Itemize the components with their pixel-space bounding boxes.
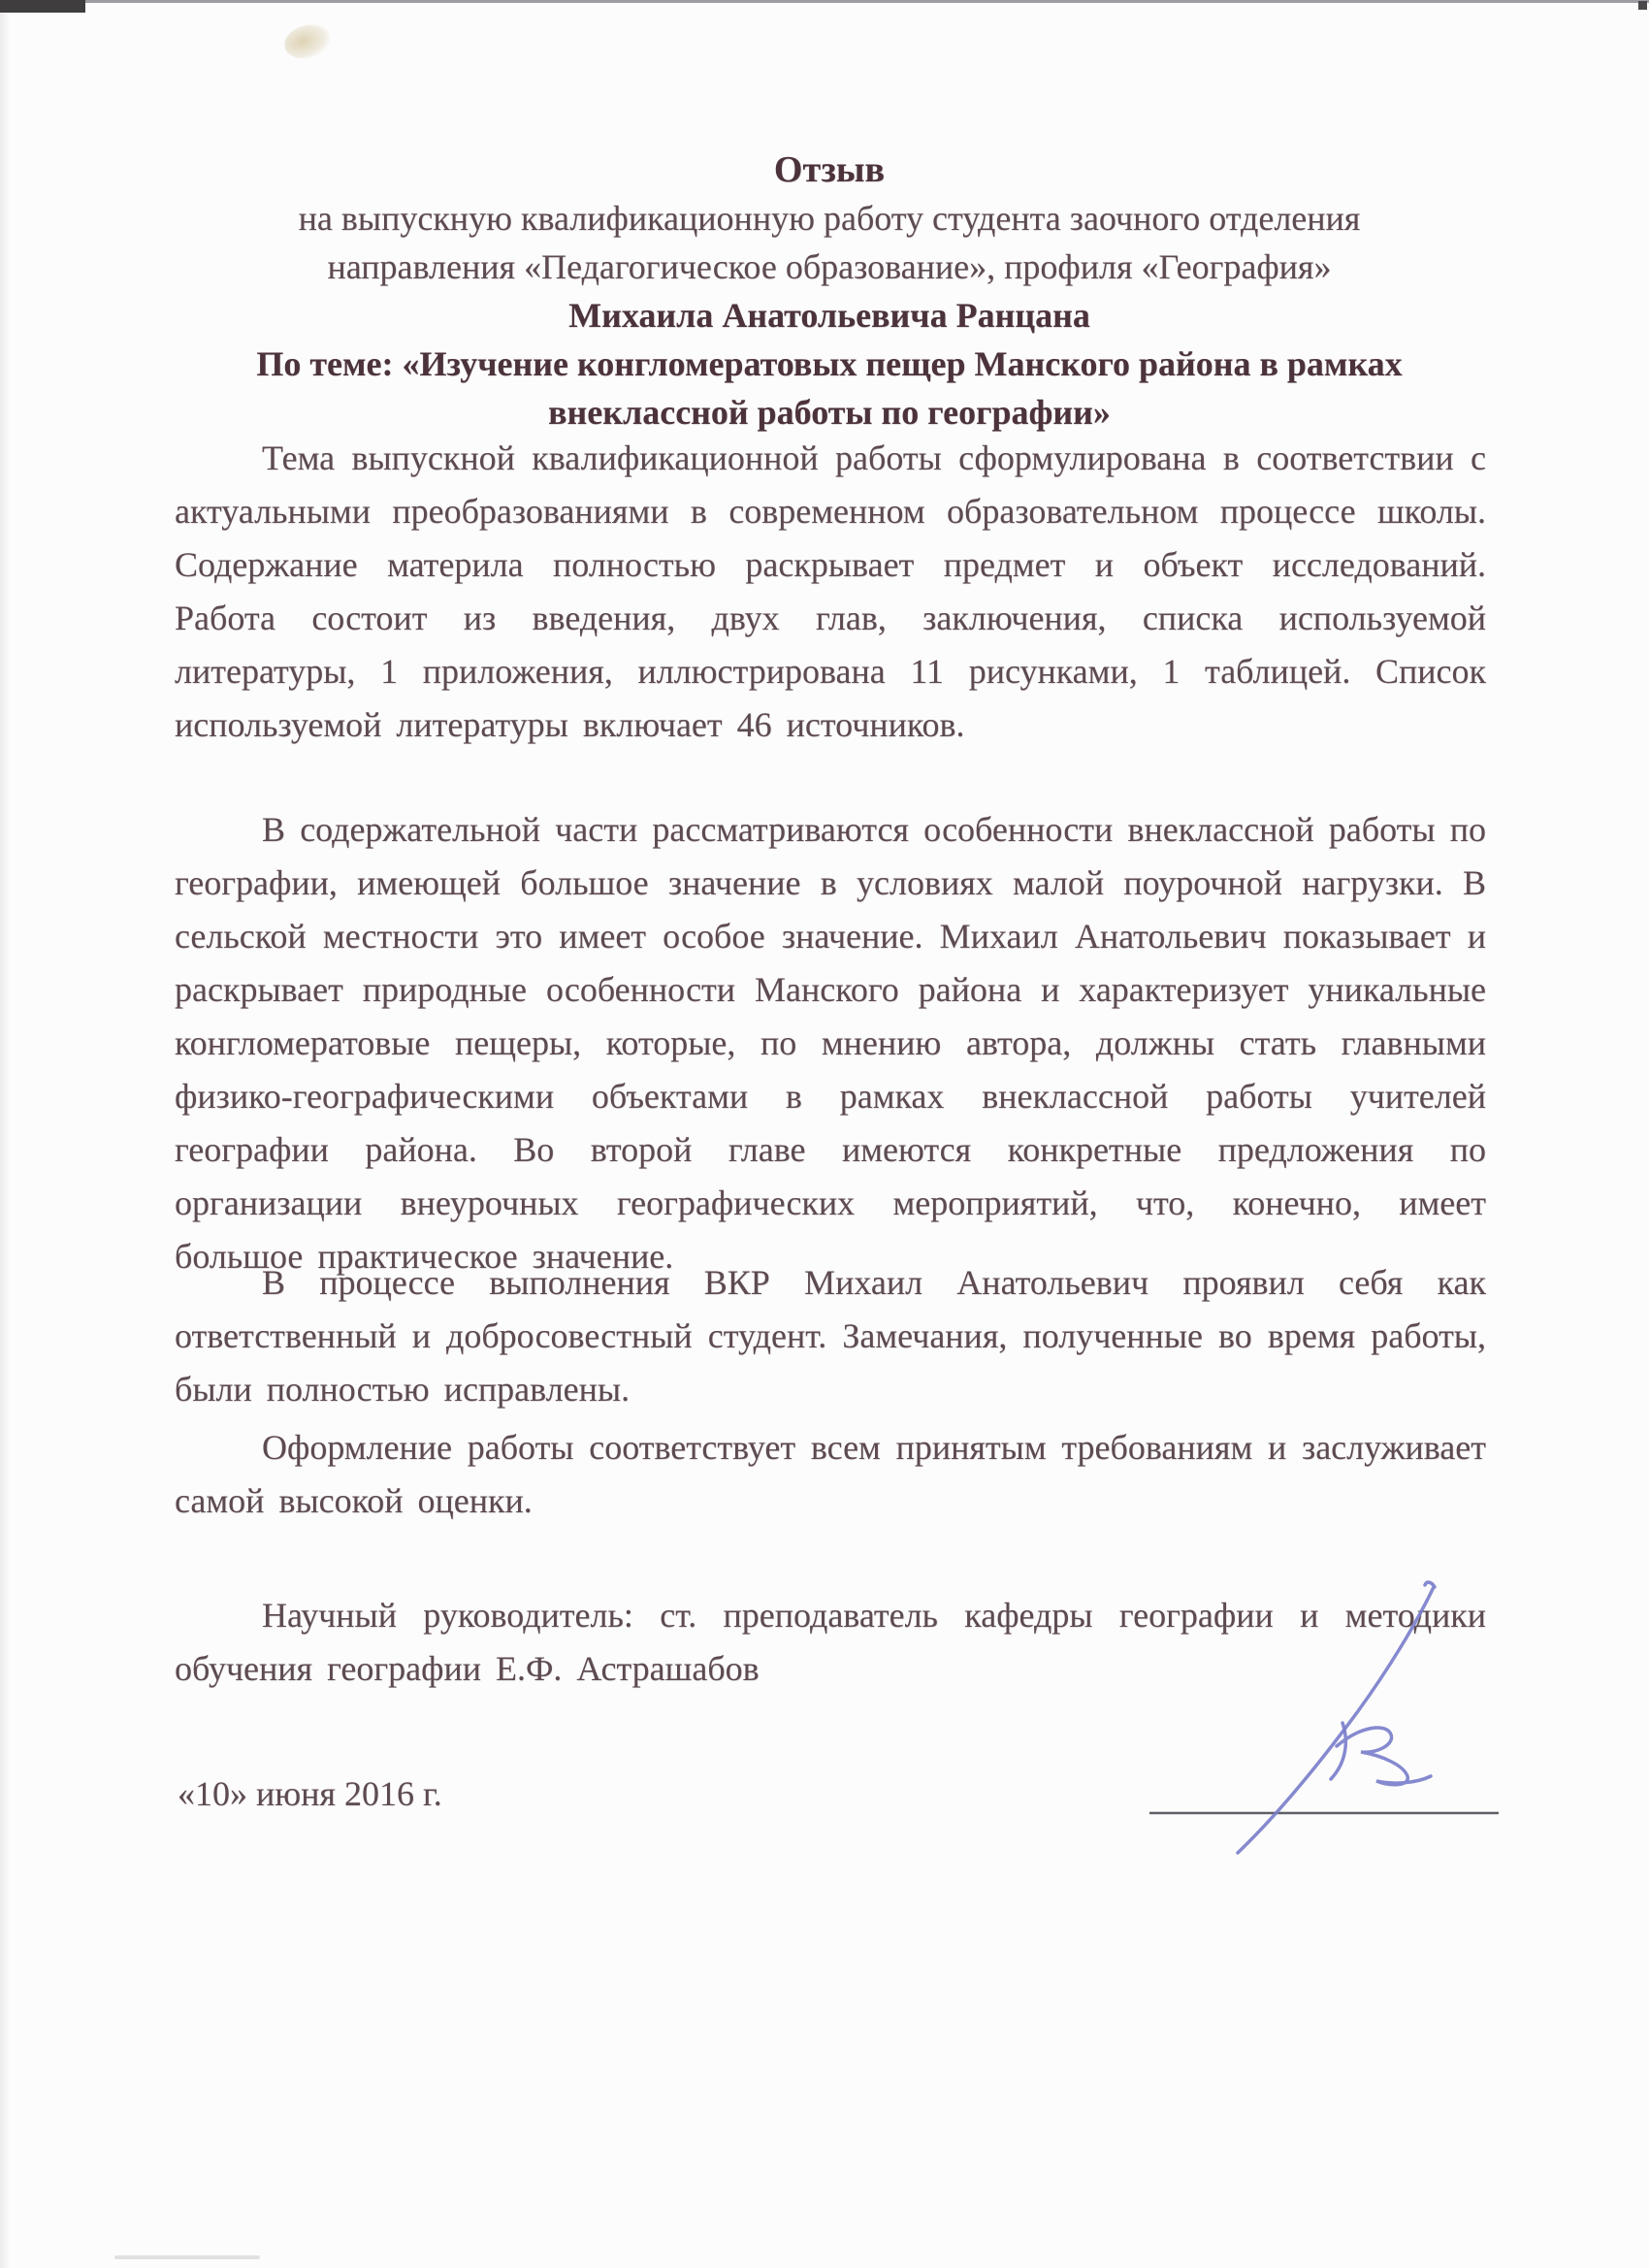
- paragraph-content-review: В содержательной части рассматриваются особенности внеклассной работы по географии, имеющей большое значение в условиях малой поурочной нагрузки. В сельской местности это имеет особое значение. Михаил Анатольевич показывает и раскрывает природные особенности Манского района и характеризует уникальные конгломератовые пещеры, которые, по мнению автора, должны стать главными физико-географическими объектами в рамках внеклассной работы учителей географии района. Во второй главе имеются конкретные предложения по организации внеурочных географических мероприятий, что, конечно, имеет большое практическое значение.: [175, 810, 1486, 1276]
- date-line: «10» июня 2016 г.: [178, 1774, 442, 1813]
- document-header: [173, 146, 1486, 437]
- document-title: Отзыв: [773, 149, 886, 190]
- topic-line-2: внеклассной работы по географии»: [548, 393, 1111, 432]
- paper-stain: [280, 19, 334, 63]
- scan-corner-artifact-right: [1638, 1, 1647, 10]
- scan-corner-artifact-left: [0, 0, 85, 13]
- paragraph-student-assessment: В процессе выполнения ВКР Михаил Анатольевич проявил себя как ответственный и добросовестный студент. Замечания, полученные во время работы, были полностью исправлены.: [175, 1263, 1486, 1409]
- header-subtitle-line-2: направления «Педагогическое образование», профиля «География»: [327, 247, 1332, 286]
- paragraph-summary: Тема выпускной квалификационной работы сформулирована в соответствии с актуальными преобразованиями в современном образовательном процессе школы. Содержание материла полностью раскрывает предмет и объект исследований. Работа состоит из введения, двух глав, заключения, списка используемой литературы, 1 приложения, иллюстрирована 11 рисунками, 1 таблицей. Список используемой литературы включает 46 источников.: [175, 438, 1486, 744]
- signature-ink-icon: [1094, 1579, 1505, 1865]
- student-name: Михаила Анатольевича Ранцана: [568, 296, 1090, 335]
- scan-edge-top: [0, 0, 1649, 3]
- scan-smudge-bottom: [114, 2255, 260, 2259]
- header-subtitle-line-1: на выпускную квалификационную работу студента заочного отделения: [298, 199, 1361, 238]
- supervisor-line: Научный руководитель: ст. преподаватель кафедры географии и методики обучения географии Е.Ф. Астрашабов: [175, 1596, 1486, 1688]
- paragraph-formatting-assessment: Оформление работы соответствует всем принятым требованиям и заслуживает самой высокой оценки.: [175, 1428, 1486, 1520]
- topic-line-1: По теме: «Изучение конгломератовых пещер Манского района в рамках: [256, 344, 1403, 383]
- signature-area: [1094, 1579, 1505, 1865]
